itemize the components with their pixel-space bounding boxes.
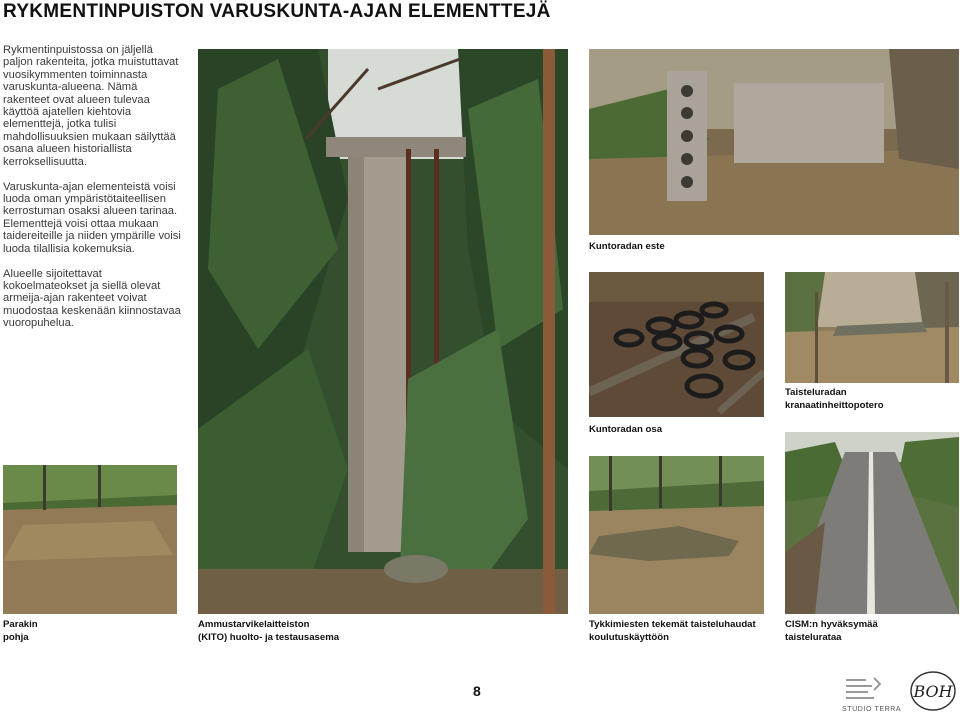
page-number: 8 — [473, 683, 481, 699]
caption-parakin-line-1: Parakin — [3, 619, 38, 630]
caption-tykkimiesten-line-1: Tykkimiesten tekemät taisteluhaudat — [589, 619, 756, 630]
photo-taisteluradan-potero — [785, 272, 959, 383]
caption-kito-line-1: Ammustarvikelaitteiston — [198, 619, 310, 630]
photo-kuntoradan-osa — [589, 272, 764, 417]
photo-cism-taisteluradat — [785, 432, 959, 614]
photo-kuntoradan-este — [589, 49, 959, 235]
caption-taisteluradan-line-1: Taisteluradan — [785, 387, 847, 398]
kuntoradan-osa-image — [589, 272, 764, 417]
taisteluradan-potero-image — [785, 272, 959, 383]
boh-logo-text: BOH — [913, 682, 953, 701]
caption-cism — [785, 619, 878, 644]
caption-cism-line-2: taistelurataa — [785, 631, 842, 643]
photo-parakin-pohja — [3, 465, 177, 614]
tykkimiesten-taisteluhaudat-image — [589, 456, 764, 614]
caption-kito-line-2: (KITO) huolto- ja testausasema — [198, 631, 340, 643]
intro-text — [3, 44, 183, 342]
kuntoradan-este-image — [589, 49, 959, 235]
caption-taisteluradan-line-2: kranaatinheittopotero — [785, 399, 884, 411]
caption-tykkimiesten-line-2: koulutuskäyttöön — [589, 631, 669, 643]
intro-paragraph-1: Rykmentinpuistossa on jäljellä paljon rakenteita, jotka muistuttavat vuosikymmenten toiminnasta varuskunta-alueena. Nämä rakenteet ovat alueen tulevaa käyttöä ajatellen kiehtovia elementtejä, jotka tulisi mahdollisuuksien mukaan säilyttää osana alueen historiallista kerroksellisuutta. — [3, 44, 179, 168]
caption-kuntoradan-este: Kuntoradan este — [589, 241, 665, 252]
kito-tower-image — [198, 49, 568, 614]
studio-terra-logo-text: STUDIO TERRA — [842, 706, 902, 713]
photo-kito-tower — [198, 49, 568, 614]
caption-tykkimiesten — [589, 619, 756, 644]
page-title: RYKMENTINPUISTON VARUSKUNTA-AJAN ELEMENTTEJÄ — [3, 1, 551, 22]
boh-logo — [908, 668, 958, 714]
caption-cism-line-1: CISM:n hyväksymää — [785, 619, 878, 630]
cism-taisteluradat-image — [785, 432, 959, 614]
caption-kuntoradan-osa: Kuntoradan osa — [589, 424, 663, 435]
intro-paragraph-2: Varuskunta-ajan elementeistä voisi luoda oman ympäristötaiteellisen kerrostuman osaksi alueen tarinaa. Elementtejä voisi ottaa mukaan taidereiteille ja niiden ympärille voisi luoda tilallisia kokemuksia. — [3, 180, 181, 255]
caption-parakin-line-2: pohja — [3, 631, 29, 643]
parakin-pohja-image — [3, 465, 177, 614]
photo-tykkimiesten-taisteluhaudat — [589, 456, 764, 614]
caption-parakin — [3, 619, 38, 644]
intro-paragraph-3: Alueelle sijoitettavat kokoelmateokset ja siellä olevat armeija-ajan rakenteet voivat muodostaa keskenään kiinnostavaa vuoropuhelua. — [3, 267, 181, 330]
caption-kito — [198, 619, 339, 644]
caption-taisteluradan — [785, 387, 884, 412]
